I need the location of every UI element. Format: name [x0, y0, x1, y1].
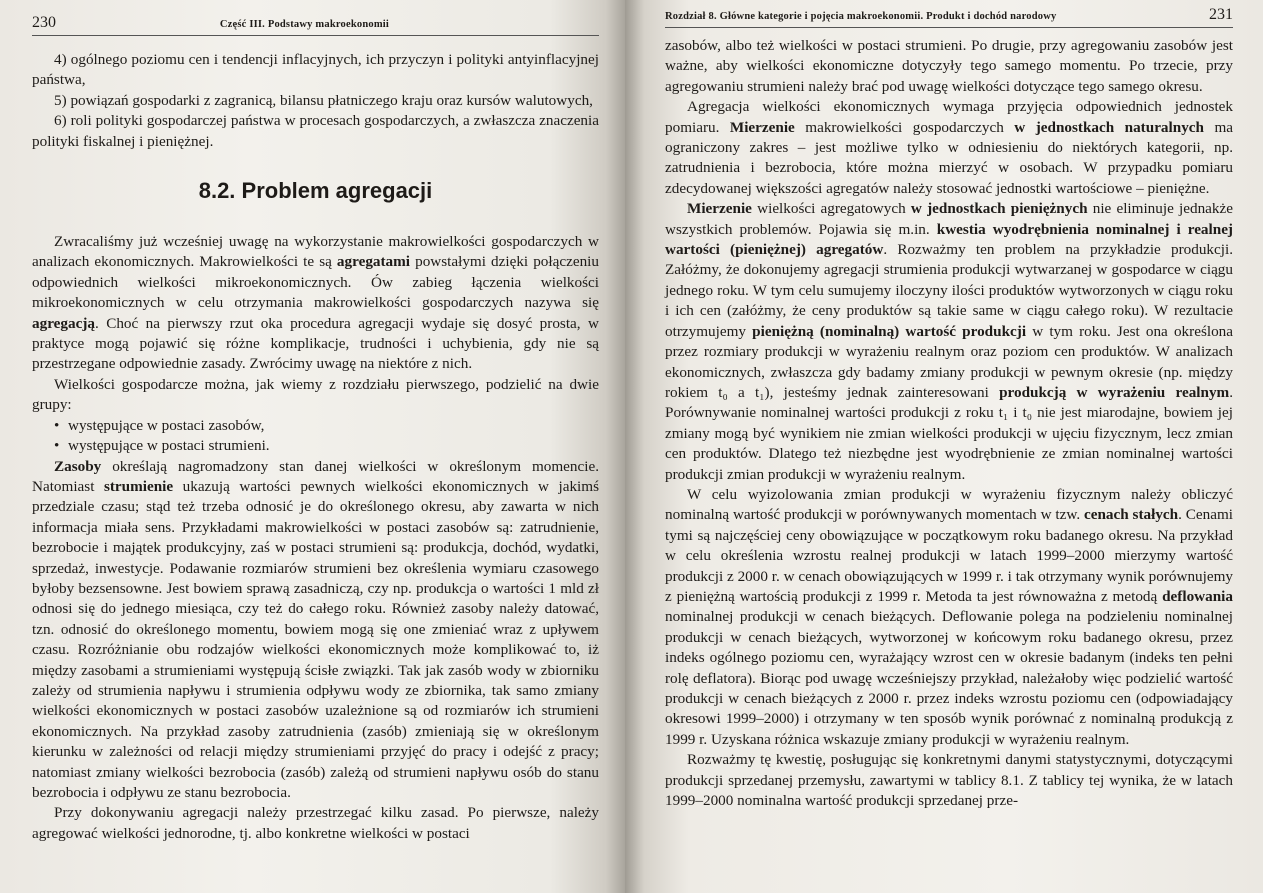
term-agregaty: agregatami: [336, 253, 411, 271]
left-running-title: Część III. Podstawy makroekonomii: [219, 19, 389, 30]
right-running-head: [665, 6, 1233, 28]
paragraph: Wielkości gospodarcze można, jak wiemy z rozdziału pierwszego, podzielić na dwie grupy:: [32, 375, 599, 414]
left-page: [0, 0, 625, 893]
right-page: [625, 0, 1263, 893]
left-page-number: 230: [32, 14, 56, 31]
right-running-title: Rozdział 8. Główne kategorie i pojęcia makroekonomii. Produkt i dochód narodowy: [665, 11, 1057, 22]
paragraph: Agregacja wielkości ekonomicznych wymaga przyjęcia odpowiednich jednostek pomiaru. Mierzenie makrowielkości gospodarczych w jednostkach naturalnych ma ograniczony zakres – jest możliwe tylko w odniesieniu do niektórych kategorii, np. zatrudnienia i bezrobocia, które można mierzyć w osobach. W przypadku pomiaru zdecydowanej większości agregatów należy stosować jednostki wartościowe – pieniężne.: [665, 98, 1233, 197]
section-title: 8.2. Problem agregacji: [198, 178, 433, 204]
term-agregacja: agregacją: [32, 314, 95, 332]
left-text: [32, 50, 599, 844]
bullet-item: • występujące w postaci zasobów,: [54, 416, 599, 436]
left-running-head: [32, 14, 599, 36]
term-strumienie: strumienie: [103, 477, 174, 495]
term-zasoby: Zasoby: [54, 457, 102, 475]
right-text: [665, 36, 1233, 811]
list-item: 4) ogólnego poziomu cen i tendencji inflacyjnych, ich przyczyn i polityki antyinflacyjnej państwa,: [32, 51, 599, 89]
list-item: 5) powiązań gospodarki z zagranicą, bilansu płatniczego kraju oraz kursów walutowych,: [54, 91, 593, 109]
paragraph: Zasoby określają nagromadzony stan danej wielkości w określonym momencie. Natomiast strumienie ukazują wartości pewnych wielkości ekonomicznych w jakimś przedziale czasu; stąd też trzeba odnosić je do określonego okresu, aby zawarta w nich informacja miała sens. Przykładami makrowielkości w postaci zasobów są: zatrudnienie, bezrobocie i majątek produkcyjny, zaś w postaci strumieni są: produkcja, dochód, wydatki, sprzedaż, inwestycje. Podawanie rozmiarów strumieni bez określenia wymiaru czasowego byłoby bezsensowne. Jest bowiem sprawą zasadniczą, czy np. produkcja o wartości 1 mld zł odnosi się do jednego miesiąca, czy też do całego roku. Również zasoby należy datować, tzn. odnosić do określonego momentu, bowiem mogą się one zmieniać wraz z upływem czasu. Rozróżnianie obu rodzajów wielkości ekonomicznych może komplikować to, iż między zasobami a strumieniami występują ścisłe związki. Tak jak zasób wody w zbiorniku zależy od strumienia napływu i strumienia odpływu wody ze zbiornika, tak samo zmiany wielkości ekonomicznych w postaci zasobów uzależnione są od rozmiarów ich strumieni ekonomicznych. Na przykład zasoby zatrudnienia (zasób) zmieniają się w określonym kierunku w zależności od relacji między strumieniami przyjęć do pracy i odejść z pracy; natomiast zmiany wielkości bezrobocia (zasób) zależą od strumieni napływu osób do stanu bezrobocia i odpływu ze stanu bezrobocia.: [32, 457, 599, 801]
paragraph: Mierzenie wielkości agregatowych w jednostkach pieniężnych nie eliminuje jednakże wszystkich problemów. Pojawia się m.in. kwestia wyodrębnienia nominalnej i realnej wartości (pieniężnej) agregatów. Rozważmy ten problem na przykładzie produkcji. Załóżmy, że dokonujemy agregacji strumienia produkcji wytwarzanej w gospodarce w ciągu jednego roku. W tym celu sumujemy iloczyny ilości produktów wytworzonych w ciągu roku i ich cen (załóżmy, że ceny produktów są takie same w ciągu całego roku). W rezultacie otrzymujemy pieniężną (nominalną) wartość produkcji w tym roku. Jest ona określona przez rozmiary produkcji w wyrażeniu realnym oraz poziom cen produktów. W analizach ekonomicznych, zwłaszcza gdy badamy zmiany produkcji w pewnym okresie (np. między rokiem t₀ a t₁), jesteśmy jednak zainteresowani produkcją w wyrażeniu realnym. Porównywanie nominalnej wartości produkcji z roku t₁ i t₀ nie jest miarodajne, bowiem jej zmiany mogą być wynikiem nie zmian wielkości produkcji w ujęciu fizycznym, lecz zmian cen produktów. Dlatego też niezbędne jest wyodrębnienie ze zmian nominalnej wartości produkcji zmian produkcji w wyrażeniu realnym.: [665, 200, 1234, 483]
list-item: 6) roli polityki gospodarczej państwa w procesach gospodarczych, a zwłaszcza znaczenia polityki fiskalnej i pieniężnej.: [32, 112, 599, 150]
paragraph: zasobów, albo też wielkości w postaci strumieni. Po drugie, przy agregowaniu zasobów jest ważne, aby wielkości ekonomiczne dotyczyły tego samego momentu. Po trzecie, przy agregowaniu strumieni należy brać pod uwagę wielkości dotyczące tego samego okresu.: [665, 37, 1233, 95]
paragraph: Rozważmy tę kwestię, posługując się konkretnymi danymi statystycznymi, dotyczącymi produkcji sprzedanej przemysłu, zawartymi w tablicy 8.1. Z tablicy tej wynika, że w latach 1999–2000 nominalna wartość produkcji sprzedanej prze-: [665, 751, 1233, 810]
paragraph: Zwracaliśmy już wcześniej uwagę na wykorzystanie makrowielkości gospodarczych w analizach ekonomicznych. Makrowielkości te są agregatami powstałymi dzięki połączeniu odpowiednich wielkości mikroekonomicznych. Ów zabieg łączenia wielkości mikroekonomicznych w celu otrzymania makrowielkości gospodarczych nazywa się agregacją. Choć na pierwszy rzut oka procedura agregacji wydaje się dosyć prosta, w praktyce mogą pojawić się różne komplikacje, trudności i uchybienia, gdy nie są przestrzegane odpowiednie zasady. Zwrócimy uwagę na niektóre z nich.: [32, 233, 599, 373]
paragraph: W celu wyizolowania zmian produkcji w wyrażeniu fizycznym należy obliczyć nominalną wartość produkcji w porównywanych momentach w tzw. cenach stałych. Cenami tymi są najczęściej ceny obowiązujące w początkowym roku badanego okresu. Na przykład w celu określenia wzrostu realnej produkcji w latach 1999–2000 mierzymy wartość produkcji z 2000 r. w cenach obowiązujących w 1999 r. i tak otrzymany wynik porównujemy z pieniężną wartością produkcji z 1999 r. Metoda ta jest równoważna z metodą deflowania nominalnej produkcji w cenach bieżących. Deflowanie polega na podzieleniu nominalnej produkcji w cenach bieżących, wytworzonej w końcowym roku badanego okresu, przez indeks ogólnego poziomu cen, wyrażający wzrost cen w okresie badanym (indeks ten pełni rolę deflatora). Biorąc pod uwagę wcześniejszy przykład, należałoby więc podzielić wartość produkcji w cenach bieżących z 2000 r. przez indeks wzrostu poziomu cen (odpowiadający okresowi 1999–2000) i otrzymany w ten sposób wynik porównać z nominalną produkcją z 1999 r. Uzyskana różnica wskazuje zmiany produkcji w wyrażeniu realnym.: [665, 485, 1233, 748]
paragraph: Przy dokonywaniu agregacji należy przestrzegać kilku zasad. Po pierwsze, należy agregować wielkości jednorodne, tj. albo konkretne wielkości w postaci: [32, 804, 599, 842]
bullet-list: [32, 416, 599, 457]
right-page-number: 231: [1209, 6, 1233, 23]
bullet-item: • występujące w postaci strumieni.: [54, 436, 599, 456]
